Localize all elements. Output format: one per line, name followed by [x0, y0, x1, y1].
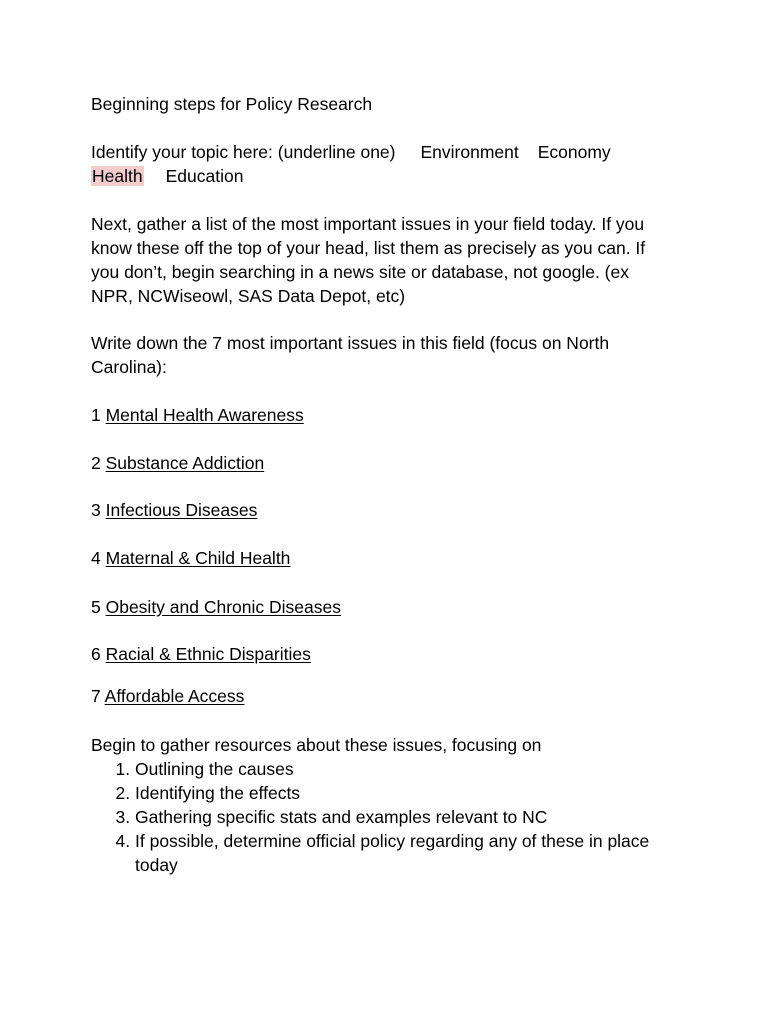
topic-line-2: [91, 164, 243, 188]
topic-option-education: Education: [165, 166, 244, 186]
topic-option-environment: Environment: [420, 142, 519, 162]
issues-prompt-line-2: Carolina):: [91, 357, 167, 377]
issue-number: 5: [91, 597, 101, 617]
issue-text: Infectious Diseases: [105, 500, 258, 520]
issue-text: Racial & Ethnic Disparities: [105, 644, 311, 664]
issue-number: 2: [91, 453, 101, 473]
issue-item: [91, 498, 257, 522]
gather-paragraph-line-4: NPR, NCWiseowl, SAS Data Depot, etc): [91, 286, 406, 306]
issue-number: 1: [91, 405, 101, 425]
resources-steps-list: [91, 757, 655, 877]
issue-item: [91, 595, 341, 619]
topic-option-economy: Economy: [537, 142, 611, 162]
issue-text: Affordable Access: [104, 686, 245, 706]
resources-intro: Begin to gather resources about these issues, focusing on: [91, 735, 542, 755]
issue-number: 3: [91, 500, 101, 520]
issue-number: 6: [91, 644, 101, 664]
issue-item: [91, 451, 264, 475]
topic-prompt: Identify your topic here: (underline one): [91, 142, 396, 162]
issue-item: [91, 684, 244, 708]
document-title: Beginning steps for Policy Research: [91, 94, 373, 114]
list-item: 4. If possible, determine official policy regarding any of these in place today: [135, 829, 655, 877]
issue-number: 4: [91, 548, 101, 568]
list-item: 2. Identifying the effects: [135, 781, 655, 805]
issues-prompt-line-1: Write down the 7 most important issues in this field (focus on North: [91, 333, 610, 353]
gather-paragraph-line-1: Next, gather a list of the most important issues in your field today. If you: [91, 214, 645, 234]
issue-item: [91, 546, 290, 570]
list-item: 3. Gathering specific stats and examples relevant to NC: [135, 805, 655, 829]
topic-line: [91, 140, 611, 164]
issue-text: Substance Addiction: [105, 453, 265, 473]
topic-option-health: Health: [92, 166, 143, 186]
issue-number: 7: [91, 686, 101, 706]
issue-item: [91, 403, 304, 427]
issue-item: [91, 642, 311, 666]
gather-paragraph-line-3: you don’t, begin searching in a news site or database, not google. (ex: [91, 262, 629, 282]
issue-text: Obesity and Chronic Diseases: [105, 597, 341, 617]
issue-text: Mental Health Awareness: [105, 405, 304, 425]
list-item: 1. Outlining the causes: [135, 757, 655, 781]
issue-text: Maternal & Child Health: [105, 548, 291, 568]
gather-paragraph-line-2: know these off the top of your head, list them as precisely as you can. If: [91, 238, 646, 258]
